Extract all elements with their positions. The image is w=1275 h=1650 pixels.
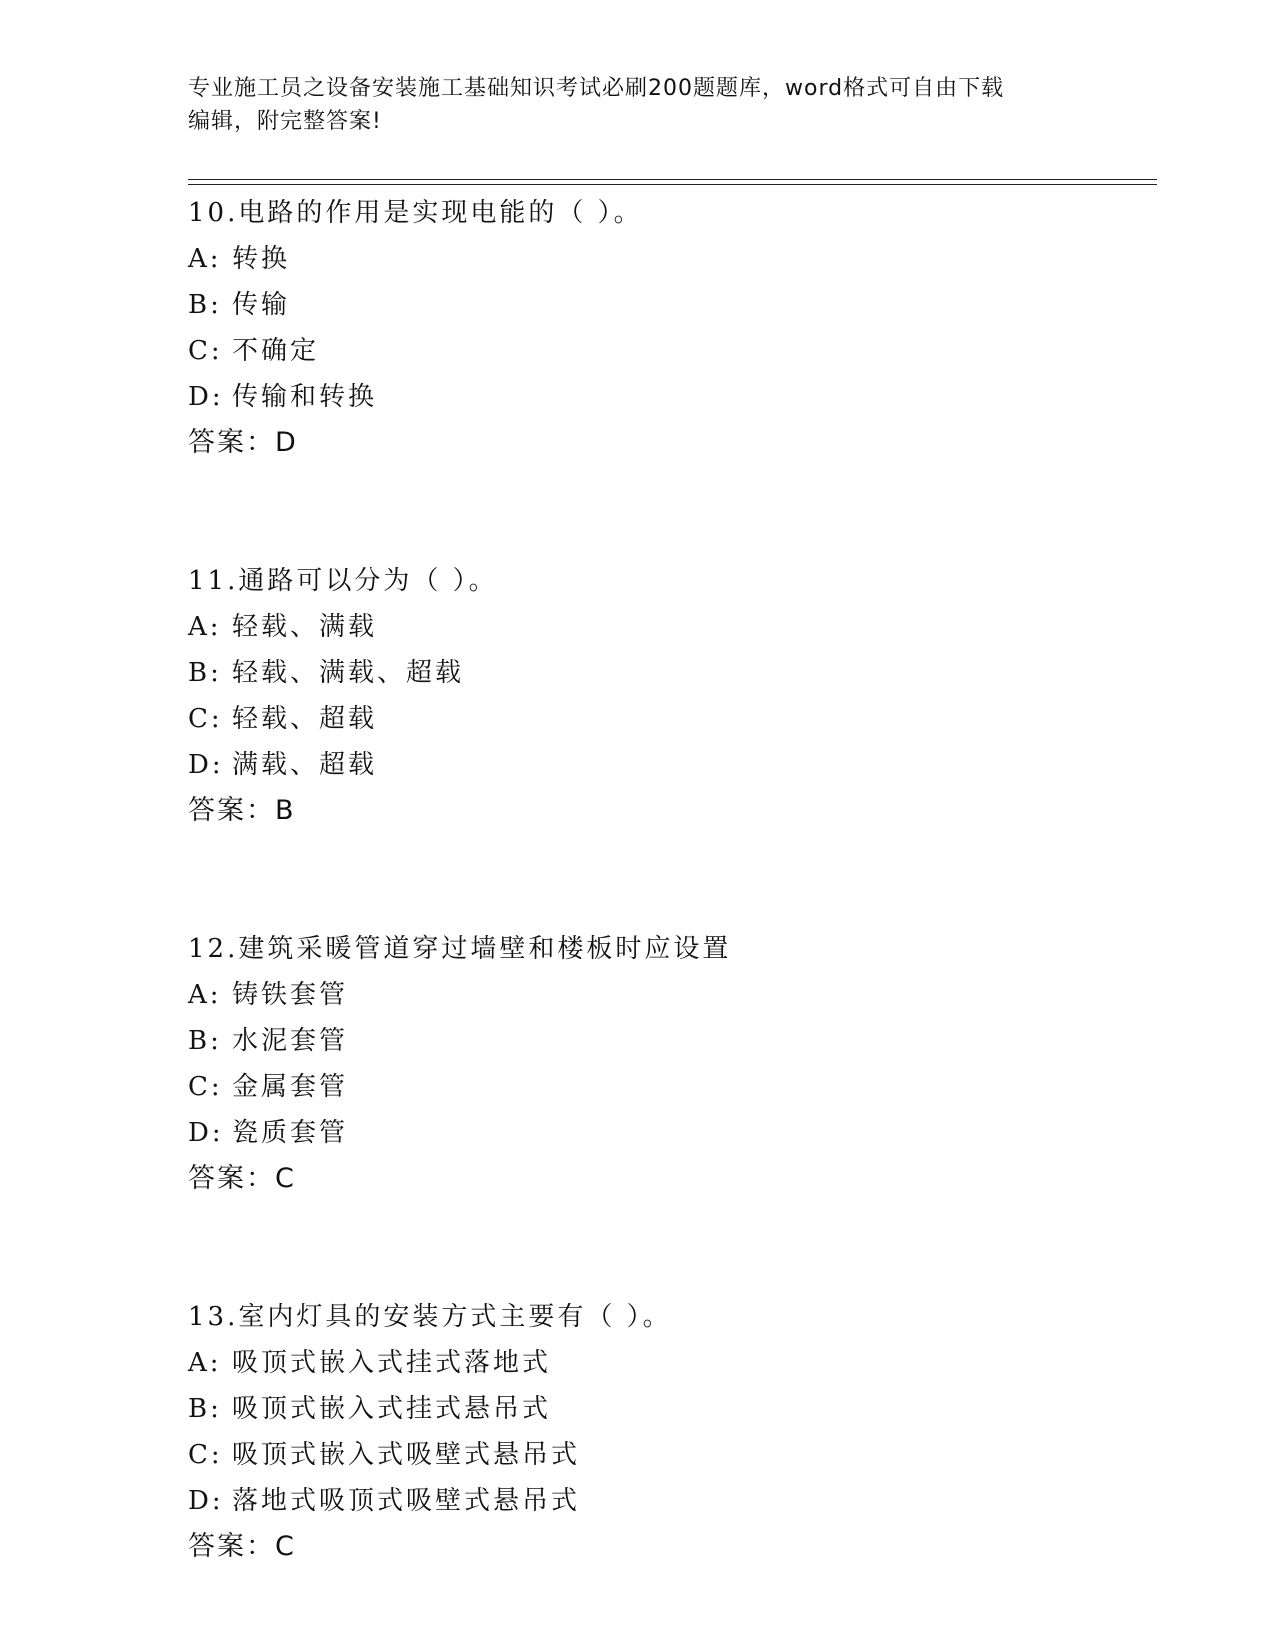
option-text: 水泥套管 xyxy=(232,1026,349,1056)
option-letter: A: xyxy=(188,244,222,274)
option-letter: B: xyxy=(188,658,222,688)
option-b xyxy=(188,1018,1148,1064)
option-text: 落地式吸顶式吸壁式悬吊式 xyxy=(232,1486,581,1516)
option-text: 满载、超载 xyxy=(232,750,378,780)
document-header xyxy=(188,72,1088,138)
question-12 xyxy=(188,926,1148,1202)
option-a xyxy=(188,604,1148,650)
answer-line: 答案：D xyxy=(188,427,298,458)
question-list xyxy=(188,190,1148,1570)
option-letter: D: xyxy=(188,1118,224,1148)
option-b xyxy=(188,1386,1148,1432)
option-c xyxy=(188,1064,1148,1110)
answer-line: 答案：C xyxy=(188,1531,296,1562)
option-text: 轻载、满载 xyxy=(232,612,378,642)
option-letter: C: xyxy=(188,1440,223,1470)
question-spacer xyxy=(188,834,1148,926)
option-c xyxy=(188,1432,1148,1478)
header-title-line-2: 编辑，附完整答案! xyxy=(188,109,382,134)
option-b xyxy=(188,650,1148,696)
answer-line: 答案：B xyxy=(188,795,296,826)
option-c xyxy=(188,328,1148,374)
question-11 xyxy=(188,558,1148,834)
header-divider-bottom xyxy=(188,184,1157,185)
header-title-line-1: 专业施工员之设备安装施工基础知识考试必刷200题题库，word格式可自由下载 xyxy=(188,76,1005,101)
option-letter: C: xyxy=(188,1072,223,1102)
option-letter: D: xyxy=(188,382,224,412)
option-letter: C: xyxy=(188,704,223,734)
option-text: 瓷质套管 xyxy=(232,1118,349,1148)
option-c xyxy=(188,696,1148,742)
option-letter: A: xyxy=(188,980,222,1010)
question-10 xyxy=(188,190,1148,466)
option-text: 传输和转换 xyxy=(232,382,378,412)
question-spacer xyxy=(188,1202,1148,1294)
option-letter: D: xyxy=(188,750,224,780)
option-text: 转换 xyxy=(232,244,291,274)
question-13 xyxy=(188,1294,1148,1570)
answer-line: 答案：C xyxy=(188,1163,296,1194)
option-text: 吸顶式嵌入式挂式落地式 xyxy=(232,1348,552,1378)
question-stem: 10.电路的作用是实现电能的（ ）。 xyxy=(188,198,643,228)
option-letter: D: xyxy=(188,1486,224,1516)
option-text: 铸铁套管 xyxy=(232,980,349,1010)
option-text: 轻载、超载 xyxy=(232,704,378,734)
option-a xyxy=(188,1340,1148,1386)
option-d xyxy=(188,1110,1148,1156)
option-letter: A: xyxy=(188,1348,222,1378)
option-d xyxy=(188,742,1148,788)
option-text: 吸顶式嵌入式挂式悬吊式 xyxy=(232,1394,552,1424)
option-text: 不确定 xyxy=(232,336,320,366)
option-b xyxy=(188,282,1148,328)
option-text: 传输 xyxy=(232,290,291,320)
option-a xyxy=(188,972,1148,1018)
option-a xyxy=(188,236,1148,282)
question-stem: 13.室内灯具的安装方式主要有（ ）。 xyxy=(188,1302,672,1332)
option-text: 轻载、满载、超载 xyxy=(232,658,465,688)
option-d xyxy=(188,1478,1148,1524)
option-letter: B: xyxy=(188,1394,222,1424)
question-stem: 12.建筑采暖管道穿过墙壁和楼板时应设置 xyxy=(188,934,732,964)
header-divider-top xyxy=(188,179,1157,180)
option-letter: B: xyxy=(188,1026,222,1056)
option-text: 金属套管 xyxy=(232,1072,349,1102)
question-spacer xyxy=(188,466,1148,558)
option-letter: A: xyxy=(188,612,222,642)
option-letter: B: xyxy=(188,290,222,320)
question-stem: 11.通路可以分为（ ）。 xyxy=(188,566,498,596)
option-d xyxy=(188,374,1148,420)
option-letter: C: xyxy=(188,336,223,366)
option-text: 吸顶式嵌入式吸壁式悬吊式 xyxy=(232,1440,581,1470)
